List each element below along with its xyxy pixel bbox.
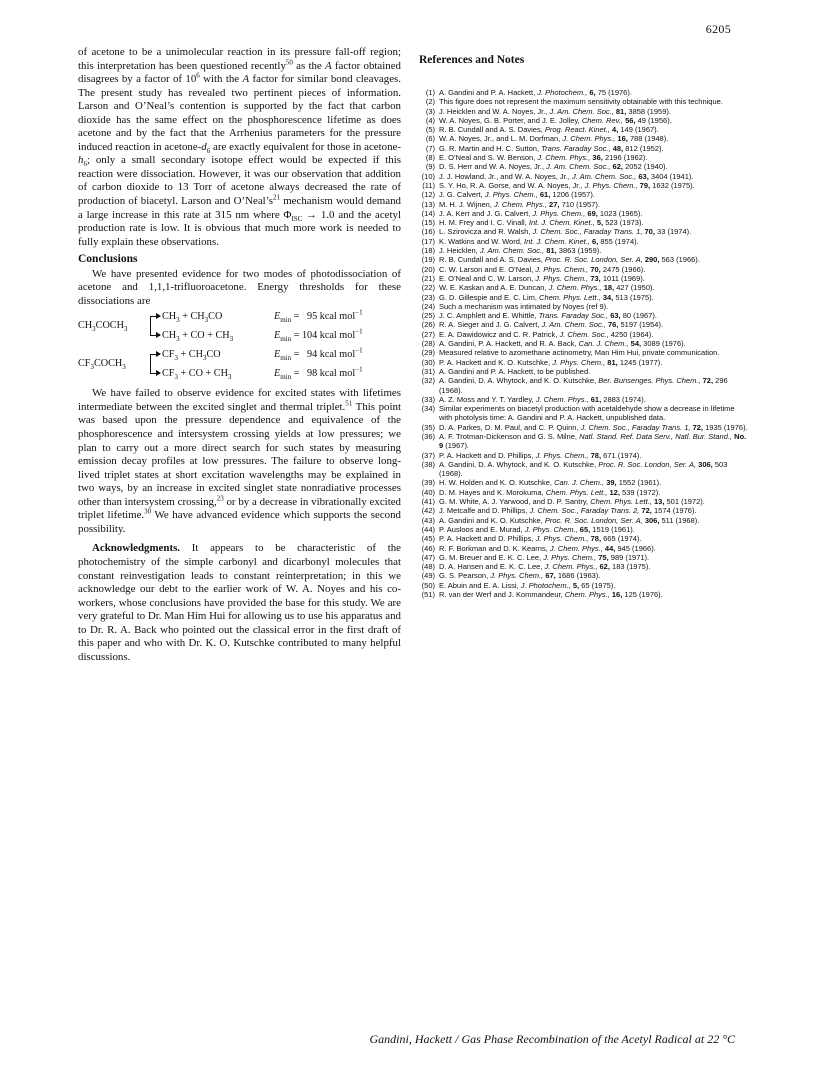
scheme-energy: $E_{min} = 104$ kcal mol$^{-1}$ <box>274 328 363 344</box>
scheme-energy: $E_{min} = 98$ kcal mol$^{-1}$ <box>274 366 363 382</box>
reference-item <box>419 172 749 181</box>
reference-item <box>419 348 749 357</box>
reference-text: P. Ausloos and E. Murad, J. Phys. Chem., 65, 1519 (1961). <box>439 524 635 534</box>
reference-item <box>419 134 749 143</box>
reference-item <box>419 506 749 515</box>
reference-text: G. D. Gillespie and E. C. Lim, Chem. Phys. Lett., 34, 513 (1975). <box>439 292 654 302</box>
reference-number: (28) <box>421 339 435 349</box>
reference-text: E. Abuin and E. A. Lissi, J. Photochem., 5, 65 (1975). <box>439 580 616 590</box>
reference-text: S. Y. Ho, R. A. Gorse, and W. A. Noyes, Jr., J. Phys. Chem., 79, 1632 (1975). <box>439 180 695 190</box>
reference-text: A. Gandini and K. O. Kutschke, Proc. R. Soc. London, Ser. A, 306, 511 (1968). <box>439 515 700 525</box>
reference-text: A. F. Trotman-Dickenson and G. S. Milne, Natl. Stand. Ref. Data Serv., Natl. Bur. Stand., No. 9 (1967). <box>439 431 747 451</box>
reference-number: (17) <box>421 236 435 246</box>
reference-text: J. Heicklen and W. A. Noyes, Jr., J. Am. Chem. Soc., 81, 3858 (1959). <box>439 106 671 116</box>
reference-text: A. Gandini, P. A. Hackett, and R. A. Back, Can. J. Chem., 54, 3089 (1976). <box>439 339 686 349</box>
reference-item <box>419 265 749 274</box>
reference-item <box>419 209 749 218</box>
reference-number: (33) <box>421 394 435 404</box>
reference-number: (31) <box>421 366 435 376</box>
reference-number: (20) <box>421 264 435 274</box>
reference-text: A. Gandini, D. A. Whytock, and K. O. Kutschke, Proc. R. Soc. London, Ser. A, 306, 503 (1968). <box>439 459 728 479</box>
reference-number: (7) <box>425 143 435 153</box>
reference-item <box>419 562 749 571</box>
reference-number: (26) <box>421 320 435 330</box>
reference-item <box>419 200 749 209</box>
reference-item <box>419 246 749 255</box>
scheme-products: $CH_3$ + CO + $CH_3$ <box>162 330 234 344</box>
reference-number: (9) <box>425 162 435 172</box>
reference-text: G. R. Martin and H. C. Sutton, Trans. Faraday Soc., 48, 812 (1952). <box>439 143 664 153</box>
reference-item <box>419 358 749 367</box>
reference-text: E. O’Neal and C. W. Larson, J. Phys. Chem., 73, 1011 (1969). <box>439 273 645 283</box>
reference-list <box>419 88 749 599</box>
reference-text: J. Heicklen, J. Am. Chem. Soc., 81, 3863 (1959). <box>439 246 602 256</box>
reference-item <box>419 274 749 283</box>
reference-item <box>419 404 749 423</box>
intro-paragraph: of acetone to be a unimolecular reaction in its pressure fall-off region; this interpretation has been questioned recently$^{50}$ as the A factor obtained disagrees by a factor of $10^6$ with the A factor for similar bond cleavages. The present study has revealed two pertinent pieces of information. Larson and O’Neal’s contention is supported by the fact that carbon dioxide has the same effect on the phosphorescence lifetime as does acetone and by the fact that the Arrhenius parameters for the pressure induced reaction in acetone-$d_6$ are exactly equivalent for those in acetone-$h_6$; only a small secondary isotope effect would be expected if this reaction were dissociation. However, it was our observation that addition of carbon dioxide to 13 Torr of acetone always decreased the rate of production of biacetyl. Larson and $O’Neal’s^{21}$ mechanism would demand a large increase in this rate at 315 nm where $\Phi_{ISC} \to 1.0$ and the acetyl production rate is low. It is obvious that much more work is needed to fully explain these observations. <box>78 46 402 248</box>
reference-text: G. M. Breuer and E. K. C. Lee, J. Phys. Chem., 75, 989 (1971). <box>439 552 650 562</box>
reference-item <box>419 330 749 339</box>
reference-number: (48) <box>421 562 435 572</box>
reference-text: G. S. Pearson, J. Phys. Chem., 67, 1686 (1963). <box>439 571 601 581</box>
reference-item <box>419 283 749 292</box>
reference-item <box>419 525 749 534</box>
reference-number: (41) <box>421 497 435 507</box>
reference-item <box>419 516 749 525</box>
reference-item <box>419 255 749 264</box>
reference-text: D. A. Parkes, D. M. Paul, and C. P. Quinn, J. Chem. Soc., Faraday Trans. 1, 72, 1935 (1976). <box>439 422 748 432</box>
reference-text: G. M. White, A. J. Yarwood, and D. P. Santry, Chem. Phys. Lett., 13, 501 (1972). <box>439 497 705 507</box>
reference-number: (42) <box>421 506 435 516</box>
reference-number: (47) <box>421 552 435 562</box>
reference-item <box>419 311 749 320</box>
reference-text: W. A. Noyes, Jr., and L. M. Dorfman, J. Chem. Phys., 16, 788 (1948). <box>439 134 669 144</box>
reference-item <box>419 367 749 376</box>
reference-text: Such a mechanism was intimated by Noyes (ref 9). <box>439 301 609 311</box>
reference-number: (34) <box>421 404 435 414</box>
reference-number: (43) <box>421 515 435 525</box>
reference-number: (35) <box>421 422 435 432</box>
scheme-energy: $E_{min} = 94$ kcal mol$^{-1}$ <box>274 347 363 363</box>
reference-text: H. M. Frey and I. C. Vinall, Int. J. Chem. Kinet., 5, 523 (1973). <box>439 218 644 228</box>
reference-number: (50) <box>421 580 435 590</box>
reference-item <box>419 153 749 162</box>
scheme-arrow <box>151 373 160 374</box>
reference-number: (5) <box>425 125 435 135</box>
reference-text: C. W. Larson and E. O’Neal, J. Phys. Chem., 70, 2475 (1966). <box>439 264 646 274</box>
reference-item <box>419 218 749 227</box>
reference-text: A. Gandini and P. A. Hackett, to be published. <box>439 366 591 376</box>
reference-text: P. A. Hackett and K. O. Kutschke, J. Phys. Chem., 81, 1245 (1977). <box>439 357 663 367</box>
reference-text: P. A. Hackett and D. Phillips, J. Phys. Chem., 78, 671 (1974). <box>439 450 642 460</box>
scheme-arrow <box>151 335 160 336</box>
reference-number: (16) <box>421 227 435 237</box>
reference-number: (44) <box>421 524 435 534</box>
reference-number: (36) <box>421 431 435 441</box>
reference-text: D. A. Hansen and E. K. C. Lee, J. Chem. Phys., 62, 183 (1975). <box>439 562 651 572</box>
reference-item <box>419 237 749 246</box>
reference-item <box>419 488 749 497</box>
reference-item <box>419 478 749 487</box>
reference-number: (3) <box>425 106 435 116</box>
reference-text: W. A. Noyes, G. B. Porter, and J. E. Jolley, Chem. Rev., 56, 49 (1956). <box>439 115 672 125</box>
reference-number: (32) <box>421 376 435 386</box>
reference-item <box>419 544 749 553</box>
reference-item <box>419 590 749 599</box>
reference-number: (27) <box>421 329 435 339</box>
reference-item <box>419 190 749 199</box>
reference-number: (22) <box>421 283 435 293</box>
reference-item <box>419 423 749 432</box>
acknowledgments-paragraph <box>78 542 401 664</box>
scheme-products: $CH_3 + CH_3CO$ <box>162 311 223 325</box>
scheme-products: $CF_3 + CH_3CO$ <box>162 349 221 363</box>
reference-number: (45) <box>421 534 435 544</box>
energy-threshold-scheme <box>78 311 401 383</box>
reference-number: (39) <box>421 478 435 488</box>
reference-number: (24) <box>421 301 435 311</box>
reference-number: (10) <box>421 171 435 181</box>
references-column <box>419 54 749 599</box>
scheme-reactant: $CF_3COCH_3$ <box>78 358 126 372</box>
reference-number: (2) <box>425 97 435 107</box>
scheme-products: $CF_3$ + CO + $CH_3$ <box>162 368 232 382</box>
reference-number: (37) <box>421 450 435 460</box>
reference-item <box>419 107 749 116</box>
reference-item <box>419 88 749 97</box>
reference-item <box>419 460 749 479</box>
reference-number: (1) <box>425 88 435 97</box>
scheme-reactant: $CH_3COCH_3$ <box>78 320 128 334</box>
acknowledgments-text: It appears to be characteristic of the photochemistry of the simple carbonyl and dicarbonyl molecules that constant reinvestigation leads to constant reinterpretation; in this we acknowledge our debt to the earlier work of W. A. Noyes and his co-workers, whose conclusions have provided the base for this study. We are very grateful to Dr. Man Him Hui for allowing us to use his apparatus and to Dr. R. A. Back who pointed out the classical error in the first draft of this paper and who with Dr. K. O. Kutschke contributed to many helpful discussions. <box>78 542 401 663</box>
reference-item <box>419 144 749 153</box>
conclusions-paragraph: We have failed to observe evidence for excited states with lifetimes intermediate between the excited singlet and thermal triplet.$^{51}$ This point was based upon the pressure dependence and equivalence of the phosphorescence and intersystem crossing yields at low pressures; we plan to carry out a more direct search for such states by measuring emission decay profiles at low pressures. The failure to observe long-lived triplet states at short excitation wavelengths may be explained in two ways, by an increase in excited singlet state nonradiative processes other than intersystem crossing,$^{23}$ or by a decrease in vibrationally excited triplet lifetime.$^{30}$ We have advanced evidence which supports the second possibility. <box>78 387 401 535</box>
reference-item <box>419 395 749 404</box>
reference-item <box>419 432 749 451</box>
reference-number: (6) <box>425 134 435 144</box>
reference-text: This figure does not represent the maximum sensitivity obtainable with this technique. <box>439 97 723 107</box>
reference-item <box>419 581 749 590</box>
page-number: 6205 <box>705 22 731 36</box>
reference-number: (13) <box>421 199 435 209</box>
reference-item <box>419 571 749 580</box>
reference-number: (38) <box>421 459 435 469</box>
reference-number: (23) <box>421 292 435 302</box>
reference-item <box>419 497 749 506</box>
running-footer: Gandini, Hackett / Gas Phase Recombination of the Acetyl Radical at 22 °C <box>369 1032 735 1046</box>
references-title: References and Notes <box>419 54 525 66</box>
reference-item <box>419 227 749 236</box>
reference-number: (11) <box>422 180 435 190</box>
reference-item <box>419 451 749 460</box>
reference-item <box>419 553 749 562</box>
reference-text: Measured relative to azomethane actinometry, Man Him Hui, private communication. <box>439 348 720 358</box>
reference-text: R. F. Borkman and D. K. Kearns, J. Chem. Phys., 44, 945 (1966). <box>439 543 656 553</box>
reference-number: (21) <box>421 273 435 283</box>
reference-item <box>419 125 749 134</box>
conclusions-heading: Conclusions <box>78 253 138 266</box>
reference-text: H. W. Holden and K. O. Kutschke, Can. J. Chem., 39, 1552 (1961). <box>439 478 662 488</box>
reference-item <box>419 302 749 311</box>
reference-text: R. B. Cundall and A. S. Davies, Prog. React. Kinet., 4, 149 (1967). <box>439 125 659 135</box>
reference-text: D. S. Herr and W. A. Noyes, Jr., J. Am. Chem. Soc., 62, 2052 (1940). <box>439 162 668 172</box>
reference-number: (30) <box>421 357 435 367</box>
reference-text: W. E. Kaskan and A. E. Duncan, J. Chem. Phys., 18, 427 (1950). <box>439 283 655 293</box>
reference-text: Similar experiments on biacetyl production with acetaldehyde show a decrease in lifetime with photolysis time: A. Gandini and P. A. Hackett, unpublished data. <box>439 404 735 423</box>
reference-item <box>419 376 749 395</box>
reference-item <box>419 320 749 329</box>
scheme-arrow <box>151 316 160 317</box>
reference-text: A. Gandini, D. A. Whytock, and K. O. Kutschke, Ber. Bunsenges. Phys. Chem., 72, 296 (1968). <box>439 376 728 395</box>
reference-text: D. M. Hayes and K. Morokuma, Chem. Phys. Lett., 12, 539 (1972). <box>439 487 661 497</box>
reference-text: E. A. Dawidowicz and C. R. Patrick, J. Chem. Soc., 4250 (1964). <box>439 329 654 339</box>
conclusions-paragraph: We have presented evidence for two modes of photodissociation of acetone and 1,1,1-trifluoroacetone. Energy thresholds for these dissociations are <box>78 267 401 307</box>
reference-item <box>419 534 749 543</box>
scheme-energy: $E_{min} = 95$ kcal mol$^{-1}$ <box>274 309 363 325</box>
scheme-arrow <box>151 354 160 355</box>
reference-number: (29) <box>421 348 435 358</box>
reference-number: (15) <box>421 218 435 228</box>
reference-text: R. van der Werf and J. Kommandeur, Chem. Phys., 16, 125 (1976). <box>439 590 663 600</box>
reference-text: P. A. Hackett and D. Phillips, J. Phys. Chem., 78, 665 (1974). <box>439 534 642 544</box>
reference-number: (51) <box>421 590 435 600</box>
reference-text: R. B. Cundall and A. S. Davies, Proc. R. Soc. London, Ser. A, 290, 563 (1966). <box>439 255 700 265</box>
body-text-column <box>78 46 401 664</box>
reference-text: K. Watkins and W. Word, Int. J. Chem. Kinet., 6, 855 (1974). <box>439 236 639 246</box>
reference-number: (14) <box>421 208 435 218</box>
reference-item <box>419 293 749 302</box>
reference-item <box>419 116 749 125</box>
reference-number: (8) <box>425 153 435 163</box>
reference-item <box>419 339 749 348</box>
reference-number: (40) <box>421 487 435 497</box>
reference-text: J. Metcalfe and D. Phillips, J. Chem. Soc., Faraday Trans. 2, 72, 1574 (1976). <box>439 506 697 516</box>
reference-number: (12) <box>421 190 435 200</box>
reference-number: (18) <box>421 246 435 256</box>
reference-text: E. O’Neal and S. W. Benson, J. Chem. Phys., 36, 2196 (1962). <box>439 153 648 163</box>
reference-text: J. J. Howland, Jr., and W. A. Noyes, Jr., J. Am. Chem. Soc., 63, 3404 (1941). <box>439 171 694 181</box>
reference-number: (19) <box>421 255 435 265</box>
reference-text: M. H. J. Wijnen, J. Chem. Phys., 27, 710 (1957). <box>439 199 600 209</box>
reference-text: J. A. Kerr and J. G. Calvert, J. Phys. Chem., 69, 1023 (1965). <box>439 208 643 218</box>
reference-text: A. Gandini and P. A. Hackett, J. Photochem., 6, 75 (1976). <box>439 88 632 97</box>
acknowledgments-heading: Acknowledgments. <box>92 542 181 555</box>
reference-text: L. Szirovicza and R. Walsh, J. Chem. Soc., Faraday Trans. 1, 70, 33 (1974). <box>439 227 692 237</box>
reference-text: A. Z. Moss and Y. T. Yardley, J. Chem. Phys., 61, 2883 (1974). <box>439 394 646 404</box>
reference-text: R. A. Sieger and J. G. Calvert, J. Am. Chem. Soc., 76, 5197 (1954). <box>439 320 664 330</box>
reference-item <box>419 97 749 106</box>
reference-item <box>419 181 749 190</box>
reference-item <box>419 162 749 171</box>
reference-number: (25) <box>421 311 435 321</box>
reference-text: J. G. Calvert, J. Phys. Chem., 61, 1206 (1957). <box>439 190 595 200</box>
reference-number: (49) <box>421 571 435 581</box>
reference-text: J. C. Amphlett and E. Whittle, Trans. Faraday Soc., 63, 80 (1967). <box>439 311 657 321</box>
reference-number: (4) <box>425 115 435 125</box>
reference-number: (46) <box>421 543 435 553</box>
